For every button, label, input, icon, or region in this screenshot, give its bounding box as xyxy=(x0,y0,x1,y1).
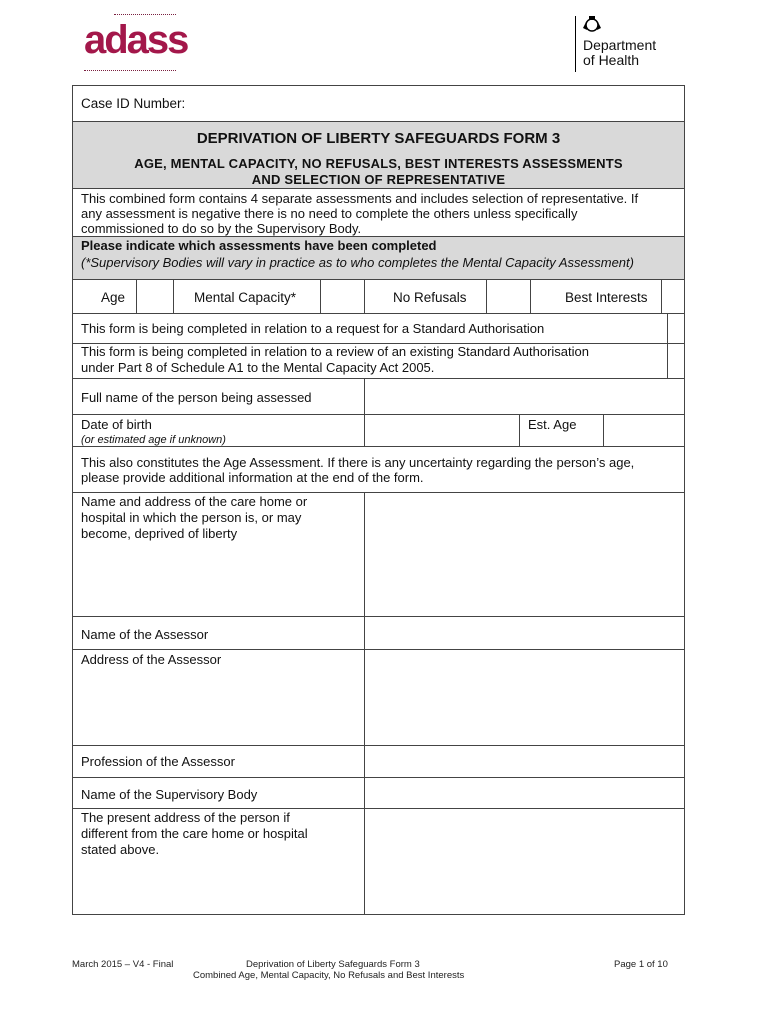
assessor-name-field[interactable] xyxy=(364,617,685,649)
present-address-line-3: stated above. xyxy=(81,842,160,857)
assessment-mental-capacity-checkbox[interactable] xyxy=(320,280,365,313)
supervisory-body-label: Name of the Supervisory Body xyxy=(81,787,258,802)
assessor-address-label: Address of the Assessor xyxy=(81,652,222,667)
indicate-heading: Please indicate which assessments have been completed xyxy=(81,238,437,253)
form-subtitle-1: AGE, MENTAL CAPACITY, NO REFUSALS, BEST INTERESTS ASSESSMENTS xyxy=(134,156,623,171)
intro-line-1: This combined form contains 4 separate assessments and includes selection of representative. If xyxy=(81,191,639,206)
indicate-note: (*Supervisory Bodies will vary in practice as to who completes the Mental Capacity Assessment) xyxy=(81,255,634,270)
assessment-no-refusals-checkbox[interactable] xyxy=(486,280,531,313)
logo-line-1: Department xyxy=(583,37,657,53)
logo-divider xyxy=(575,16,576,72)
footer-page-number: Page 1 of 10 xyxy=(614,959,668,970)
dob-field[interactable] xyxy=(364,415,520,446)
full-name-field[interactable] xyxy=(364,379,685,414)
supervisory-body-field[interactable] xyxy=(364,778,685,808)
age-note-line-2: please provide additional information at the end of the form. xyxy=(81,470,424,485)
intro-line-2: any assessment is negative there is no need to complete the others unless specifically xyxy=(81,206,578,221)
full-name-label: Full name of the person being assessed xyxy=(81,390,312,405)
assessor-name-label: Name of the Assessor xyxy=(81,627,209,642)
footer-doc-title-1: Deprivation of Liberty Safeguards Form 3 xyxy=(246,959,420,970)
royal-crest-icon xyxy=(581,14,603,39)
assessment-best-interests-label: Best Interests xyxy=(565,290,648,305)
present-address-line-1: The present address of the person if xyxy=(81,810,290,825)
form-3-table xyxy=(72,85,685,915)
care-home-line-3: become, deprived of liberty xyxy=(81,526,238,541)
case-id-label: Case ID Number: xyxy=(81,96,186,111)
logo-line-2: of Health xyxy=(583,52,640,68)
standard-authorisation-label: This form is being completed in relation to a request for a Standard Authorisation xyxy=(81,321,545,336)
assessor-profession-label: Profession of the Assessor xyxy=(81,754,235,769)
intro-line-3: commissioned to do so by the Supervisory Body. xyxy=(81,221,362,236)
dob-note: (or estimated age if unknown) xyxy=(81,434,226,446)
present-address-line-2: different from the care home or hospital xyxy=(81,826,308,841)
est-age-field[interactable] xyxy=(603,415,685,446)
care-home-line-1: Name and address of the care home or xyxy=(81,494,308,509)
assessment-best-interests-checkbox[interactable] xyxy=(661,280,685,313)
assessment-mental-capacity-label: Mental Capacity* xyxy=(194,290,297,305)
care-home-field[interactable] xyxy=(364,493,685,616)
adass-logo xyxy=(84,14,188,68)
footer-doc-title-2: Combined Age, Mental Capacity, No Refusals and Best Interests xyxy=(193,970,465,981)
form-subtitle-2: AND SELECTION OF REPRESENTATIVE xyxy=(251,172,506,187)
est-age-label: Est. Age xyxy=(528,417,577,432)
review-line-2: under Part 8 of Schedule A1 to the Mental Capacity Act 2005. xyxy=(81,360,435,375)
dob-label: Date of birth xyxy=(81,417,152,432)
department-of-health-name xyxy=(583,38,656,68)
present-address-field[interactable] xyxy=(364,809,685,914)
assessor-profession-field[interactable] xyxy=(364,746,685,777)
department-of-health-logo xyxy=(575,14,675,74)
assessment-no-refusals-label: No Refusals xyxy=(393,290,467,305)
assessment-age-checkbox[interactable] xyxy=(136,280,174,313)
assessment-age-label: Age xyxy=(101,290,126,305)
care-home-line-2: hospital in which the person is, or may xyxy=(81,510,302,525)
review-checkbox[interactable] xyxy=(667,344,685,378)
footer-version: March 2015 – V4 - Final xyxy=(72,959,174,970)
age-note-line-1: This also constitutes the Age Assessment. If there is any uncertainty regarding the person’s age, xyxy=(81,455,635,470)
adass-logo-word: adass xyxy=(84,18,188,62)
form-title: DEPRIVATION OF LIBERTY SAFEGUARDS FORM 3 xyxy=(196,130,561,147)
standard-authorisation-checkbox[interactable] xyxy=(667,314,685,343)
adass-logo-tagline-bottom xyxy=(84,70,176,77)
assessor-address-field[interactable] xyxy=(364,650,685,745)
review-line-1: This form is being completed in relation to a review of an existing Standard Authorisation xyxy=(81,344,589,359)
